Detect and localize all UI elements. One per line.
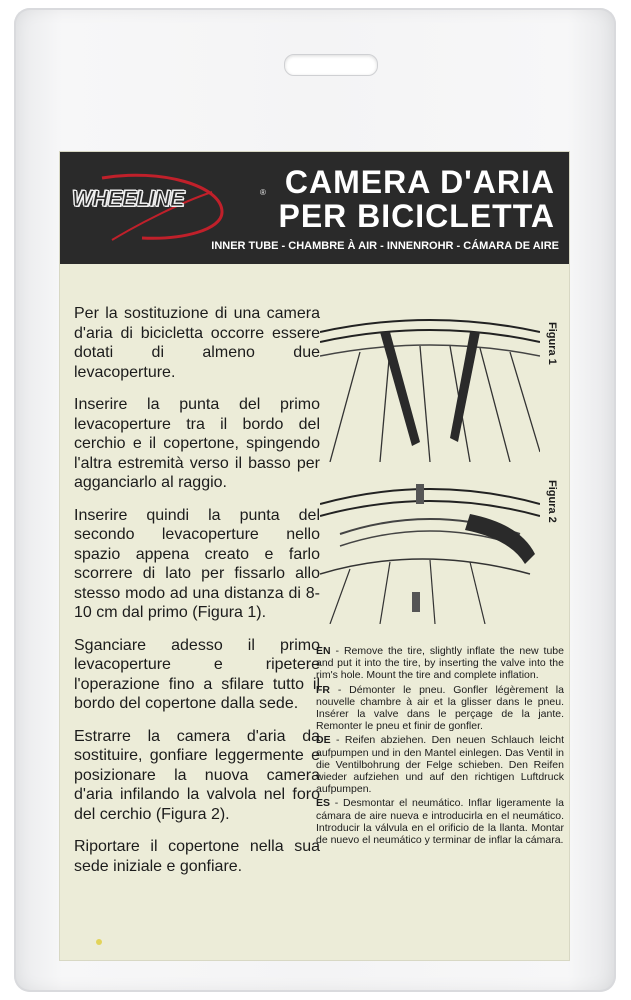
italian-paragraph: Inserire la punta del primo levacoperture tra il bordo del cerchio e il copertone, spingendo l'altra estremità verso il basso per agganciarlo al raggio. — [74, 396, 320, 491]
italian-paragraph: Sganciare adesso il primo levacoperture e ripetere l'operazione fino a sfilare tutto il bordo del copertone dalla sede. — [74, 636, 320, 712]
product-card — [60, 152, 569, 960]
multilingual-instructions — [316, 645, 564, 848]
figure-2-illustration — [320, 474, 540, 624]
instruction-text: Démonter le pneu. Gonfler légèrement la nouvelle chambre à air et la glisser dans le pneu. Insérer la valve dans le perçage de la jante. Remonter le pneu et finir de gonfler. — [316, 683, 564, 733]
instruction-text: Remove the tire, slightly inflate the new tube and put it into the tire, by inserting the valve into the rim's hole. Mount the tire and complete inflation. — [316, 645, 564, 682]
lang-code: DE — [316, 734, 331, 747]
yellow-dot — [96, 939, 102, 945]
instruction-text: Reifen abziehen. Den neuen Schlauch leicht aufpumpen und in den Mantel einlegen. Das Ventil in die Ventilbohrung der Felge schieben. Den Reifen wieder aufziehen und auf den richtigen Luftdruck aufpumpen. — [316, 734, 564, 796]
figures-area — [320, 304, 560, 644]
instruction-en: EN - Remove the tire, slightly inflate the new tube and put it into the tire, by inserting the valve into the rim's hole. Mount the tire and complete inflation. — [316, 645, 564, 682]
figure-1-illustration — [320, 312, 540, 462]
instruction-fr: FR - Démonter le pneu. Gonfler légèrement la nouvelle chambre à air et la glisser dans le pneu. Insérer la valve dans le perçage de la jante. Remonter le pneu et finir de gonfler. — [316, 683, 564, 733]
logo-text: WHEELINE — [72, 186, 185, 211]
figure-2-label: Figura 2 — [546, 480, 558, 523]
title-line-2: PER BICICLETTA — [278, 198, 555, 234]
instruction-es: ES - Desmontar el neumático. Inflar ligeramente la cámara de aire nueva e introducirla en el neumático. Introducir la válvula en el orificio de la llanta. Montar de nuevo el neumático y terminar de inflar la cámara. — [316, 797, 564, 847]
instruction-de: DE - Reifen abziehen. Den neuen Schlauch leicht aufpumpen und in den Mantel einlegen. Das Ventil in die Ventilbohrung der Felge schieben. Den Reifen wieder aufziehen und auf den richtigen Luftdruck aufpumpen. — [316, 734, 564, 796]
figure-1-label: Figura 1 — [546, 322, 558, 365]
instruction-text: Desmontar el neumático. Inflar ligeramente la cámara de aire nueva e introducirla en el neumático. Introducir la válvula en el orificio de la llanta. Montar de nuevo el neumático y terminar de inflar la cámara. — [316, 797, 564, 847]
italian-paragraph: Estrarre la camera d'aria da sostituire, gonfiare leggermente e posizionare la nuova camera d'aria infilando la valvola nel foro del cerchio (Figura 2). — [74, 727, 320, 823]
lang-code: EN — [316, 645, 331, 657]
italian-paragraph: Inserire quindi la punta del secondo levacoperture nello spazio appena creato e farlo scorrere di lato per fissarlo allo stesso modo ad una distanza di 8-10 cm dal primo (Figura 1). — [74, 506, 320, 621]
lang-code: ES — [316, 797, 331, 810]
lang-code: FR — [316, 683, 330, 696]
header-band — [60, 152, 569, 264]
italian-instructions — [74, 304, 320, 889]
hang-hole — [284, 54, 378, 76]
italian-paragraph: Riportare il copertone nella sua sede iniziale e gonfiare. — [74, 838, 320, 875]
registered-mark: ® — [260, 188, 266, 197]
subtitle: INNER TUBE - CHAMBRE À AIR - INNENROHR - CÁMARA DE AIRE — [211, 240, 559, 252]
italian-paragraph: Per la sostituzione di una camera d'aria di bicicletta occorre essere dotati di almeno due levacoperture. — [74, 305, 320, 381]
title-line-1: CAMERA D'ARIA — [284, 164, 555, 200]
